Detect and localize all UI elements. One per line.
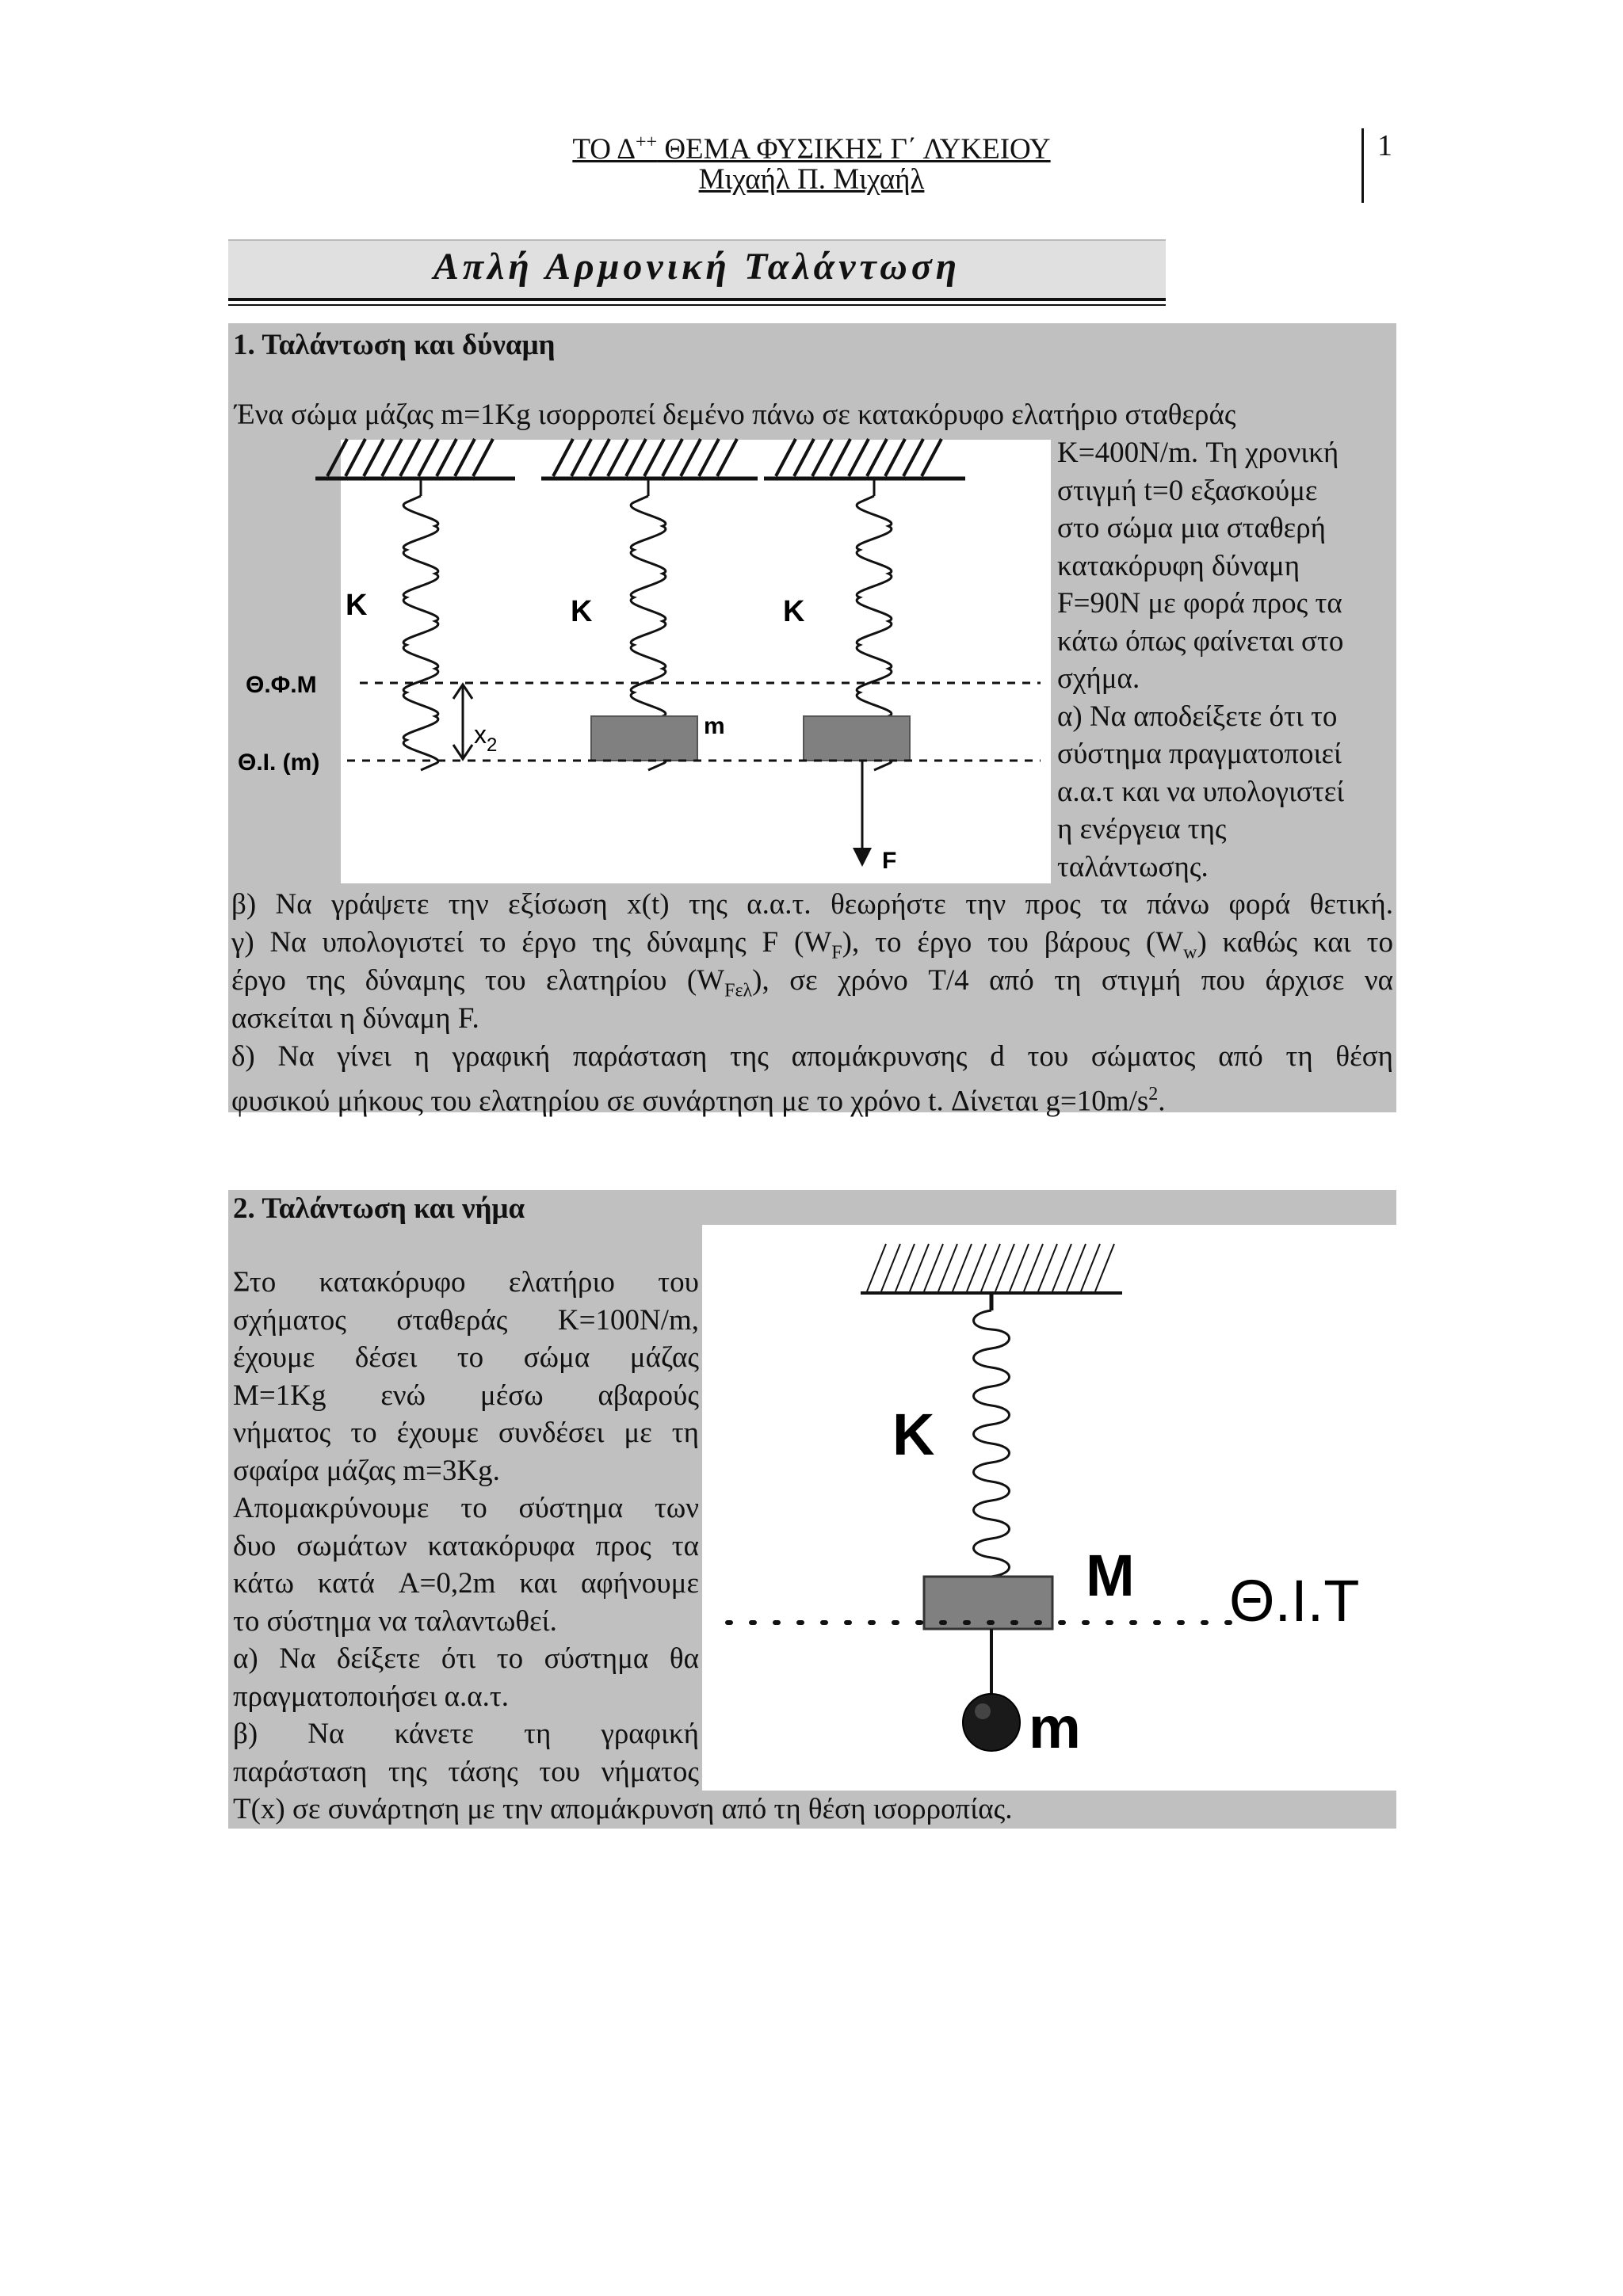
problem1-part-d-line2: φυσικού μήκους του ελατηρίου σε συνάρτηση με το χρόνο t. Δίνεται $g=10m/s^2$. — [231, 1084, 1166, 1118]
problem1-heading: 1. Ταλάντωση και δύναμη — [233, 329, 556, 361]
spring-label: K — [892, 1402, 935, 1467]
mass-label: m — [704, 713, 725, 739]
mass-block-3 — [804, 716, 910, 761]
ceiling-3 — [764, 439, 965, 479]
chapter-underline-thin — [228, 304, 1166, 306]
displacement-label: $x_2$ — [474, 720, 498, 756]
problem1-intro: Ένα σώμα μάζας m=1Kg ισορροπεί δεμένο πάνω σε κατακόρυφο ελατήριο σταθεράς — [235, 399, 1236, 431]
equilibrium-label: Θ.Ι. (m) — [238, 749, 320, 776]
page-number-rule — [1361, 128, 1364, 203]
ball-m — [963, 1694, 1020, 1751]
problem1-part-c-line2: έργο της δύναμης του ελατηρίου $(W_{F\varepsilon\lambda})$, σε χρόνο T/4 από τη στιγμή που άρχισε να — [231, 964, 1393, 1001]
document-header-title: ΤΟ Δ++ ΘΕΜΑ ΦΥΣΙΚΗΣ Γ΄ ΛΥΚΕΙΟΥ — [572, 132, 1051, 166]
spring-1 — [403, 496, 438, 770]
ceiling — [861, 1244, 1122, 1293]
equilibrium-label: Θ.Ι.Τ — [1229, 1568, 1360, 1634]
problem2-text: Στο κατακόρυφο ελατήριο του σχήματος σταθεράς K=100N/m, έχουμε δέσει το σώμα μάζας M=1Kg ενώ μέσω αβαρούς νήματος το έχουμε συνδέσει με τη σφαίρα μάζας m=3Kg. Απομακρύνουμε το σύστημα των δυο σωμάτων κατακόρυφα προς τα κάτω κατά A=0,2m και αφήνουμε το σύστημα να ταλαντωθεί. α) Να δείξετε ότι το σύστημα θα πραγματοποιήσει α.α.τ. β) Να κάνετε τη γραφική παράσταση της τάσης του νήματος — [233, 1266, 699, 1788]
page-number: 1 — [1377, 129, 1392, 162]
chapter-underline — [228, 298, 1166, 301]
problem2-heading: 2. Ταλάντωση και νήμα — [233, 1192, 525, 1225]
ball-label: m — [1029, 1695, 1081, 1760]
ceiling-1 — [315, 439, 515, 479]
spring-label-2: K — [571, 595, 593, 628]
problem2-last-line: T(x) σε συνάρτηση με την απομάκρυνση από τη θέση ισορροπίας. — [233, 1793, 1013, 1825]
problem1-part-b: β) Να γράψετε την εξίσωση x(t) της α.α.τ. θεωρήστε την προς τα πάνω φορά θετική. — [231, 888, 1393, 921]
problem1-part-d-line1: δ) Να γίνει η γραφική παράσταση της απομάκρυνσης d του σώματος από τη θέση — [231, 1040, 1393, 1073]
spring-label-1: K — [346, 589, 368, 622]
document-author: Μιχαήλ Π. Μιχαήλ — [698, 163, 925, 196]
mass-block-2 — [591, 716, 697, 761]
natural-length-label: Θ.Φ.Μ — [246, 672, 317, 698]
problem1-figure — [228, 434, 1057, 886]
ceiling-2 — [541, 439, 758, 479]
spring-label-3: K — [783, 595, 805, 628]
problem1-part-c-line3: ασκείται η δύναμη F. — [231, 1002, 479, 1035]
force-arrow — [853, 848, 872, 867]
displacement-arrow — [453, 685, 472, 759]
problem2-figure — [702, 1225, 1396, 1791]
problem1-part-c-line1: γ) Να υπολογιστεί το έργο της δύναμης F $(W_F)$, το έργο του βάρους $(W_w)$ καθώς και το — [231, 926, 1393, 963]
problem1-side-text: K=400N/m. Τη χρονική στιγμή t=0 εξασκούμε στο σώμα μια σταθερή κατακόρυφη δύναμη F=90N με φορά προς τα κάτω όπως φαίνεται στο σχήμα. α) Να αποδείξετε ότι το σύστημα πραγματοποιεί α.α.τ και να υπολογιστεί η ενέργεια της ταλάντωσης. — [1057, 437, 1345, 883]
block-label: M — [1086, 1543, 1135, 1608]
chapter-title: Απλή Αρμονική Ταλάντωση — [433, 246, 961, 288]
force-label: F — [882, 848, 897, 874]
